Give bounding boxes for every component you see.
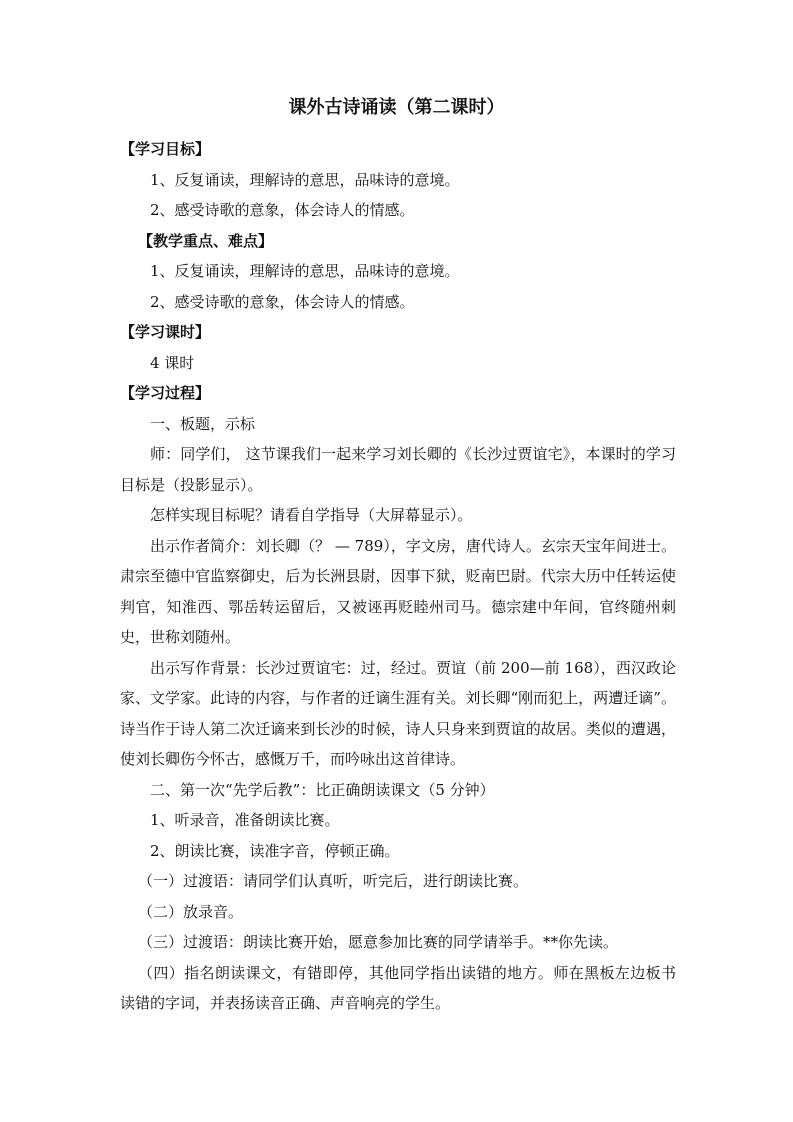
process-heading: 【学习过程】 <box>120 384 211 402</box>
focus-item: 2、感受诗歌的意象，体会诗人的情感。 <box>150 292 415 311</box>
hours-value: 4 课时 <box>150 353 195 372</box>
process-subitem: （一）过渡语：请同学们认真听，听完后，进行朗读比赛。 <box>138 872 529 890</box>
how-to-paragraph: 怎样实现目标呢？请看自学指导（大屏幕显示）。 <box>150 506 473 524</box>
process-subitem: （三）过渡语：朗读比赛开始，愿意参加比赛的同学请举手。**你先读。 <box>138 933 619 951</box>
process-step: 一、板题，示标 <box>150 414 256 433</box>
background-paragraph: 出示写作背景：长沙过贾谊宅：过，经过。贾谊（前 200—前 168），西汉政论家、文学家。此诗的内容，与作者的迁谪生涯有关。刘长卿“刚而犯上，两遭迁谪”。诗当作于诗人第二次迁谪来到长沙的时候，诗人只身来到贾谊的故居。类似的遭遇，使刘长卿伤今怀古，感慨万千，而吟咏出这首律诗。 <box>120 658 676 768</box>
focus-item: 1、反复诵读，理解诗的意思，品味诗的意境。 <box>150 262 460 280</box>
process-subitem: （二）放录音。 <box>138 902 244 921</box>
process-substep: 1、听录音，准备朗读比赛。 <box>150 811 340 829</box>
objectives-heading: 【学习目标】 <box>120 140 211 158</box>
teacher-intro-paragraph: 师：同学们， 这节课我们一起来学习刘长卿的《长沙过贾谊宅》，本课时的学习目标是（投影显示）。 <box>120 445 676 494</box>
document-body <box>120 134 676 1019</box>
focus-heading: 【教学重点、难点】 <box>138 231 274 250</box>
objective-item: 1、反复诵读，理解诗的意思，品味诗的意境。 <box>150 170 460 189</box>
process-step: 二、第一次“先学后教”：比正确朗读课文（5 分钟） <box>150 780 495 799</box>
process-substep: 2、朗读比赛，读准字音，停顿正确。 <box>150 841 400 860</box>
hours-heading: 【学习课时】 <box>120 323 211 341</box>
process-subitem-paragraph: （四）指名朗读课文，有错即停，其他同学指出读错的地方。师在黑板左边板书读错的字词，并表扬读音正确、声音响亮的学生。 <box>120 963 676 1012</box>
objective-item: 2、感受诗歌的意象，体会诗人的情感。 <box>150 201 415 219</box>
document-title: 课外古诗诵读（第二课时） <box>288 97 505 118</box>
author-intro-paragraph: 出示作者简介：刘长卿（？ — 789），字文房，唐代诗人。玄宗天宝年间进士。肃宗至德中官监察御史，后为长洲县尉，因事下狱，贬南巴尉。代宗大历中任转运使判官，知淮西、鄂岳转运留后，又被诬再贬睦州司马。德宗建中年间，官终随州刺史，世称刘随州。 <box>120 536 676 646</box>
